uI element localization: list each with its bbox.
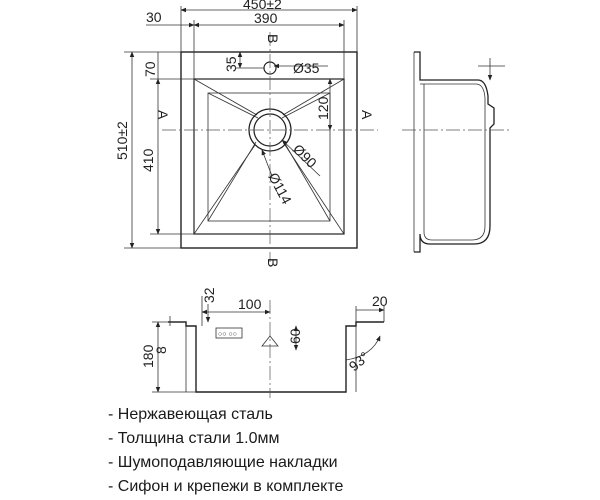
wall-angle-label: 93° bbox=[345, 348, 373, 375]
drain-inner-label: Ø90 bbox=[289, 140, 320, 171]
outer-flange-outline bbox=[181, 52, 357, 248]
overflow-offset-label: 100 bbox=[238, 296, 262, 312]
overflow-size-label: 60 bbox=[287, 328, 303, 344]
inner-width-label: 390 bbox=[254, 10, 278, 26]
section-a-left: A bbox=[155, 110, 171, 120]
top-view bbox=[114, 0, 378, 267]
overall-length-label: 510±2 bbox=[114, 121, 130, 160]
tap-offset-label: 35 bbox=[223, 56, 239, 72]
depth-label: 180 bbox=[140, 344, 156, 368]
section-b-top: B bbox=[265, 34, 281, 44]
svg-text:○○ ○○: ○○ ○○ bbox=[218, 331, 237, 338]
overflow-height-label: 32 bbox=[201, 287, 217, 303]
tap-hole-label: Ø35 bbox=[293, 60, 320, 76]
feature-item-noise-pads: - Шумоподавляющие накладки bbox=[108, 454, 338, 471]
drain-offset-label: 120 bbox=[315, 96, 331, 120]
section-a-right: A bbox=[359, 110, 375, 120]
feature-item-thickness: - Толщина стали 1.0мм bbox=[108, 430, 280, 447]
drain-outer-leader bbox=[262, 150, 272, 176]
rim-width-label: 20 bbox=[372, 293, 388, 309]
overall-width-label: 450±2 bbox=[243, 0, 282, 12]
inner-length-label: 410 bbox=[140, 148, 156, 172]
side-profile-view bbox=[402, 52, 510, 252]
section-view bbox=[140, 287, 388, 398]
tap-offset-top-label: 70 bbox=[142, 61, 158, 77]
section-b-bottom: B bbox=[265, 258, 281, 268]
feature-list bbox=[108, 403, 343, 499]
drain-outer-label: Ø114 bbox=[265, 169, 296, 207]
flange-label: 30 bbox=[146, 9, 162, 25]
feature-item-material: - Нержавеющая сталь bbox=[108, 406, 273, 423]
flange-thickness-label: 8 bbox=[153, 346, 169, 354]
feature-item-siphon: - Сифон и крепежи в комплекте bbox=[108, 478, 344, 495]
side-profile-outline bbox=[414, 52, 494, 252]
